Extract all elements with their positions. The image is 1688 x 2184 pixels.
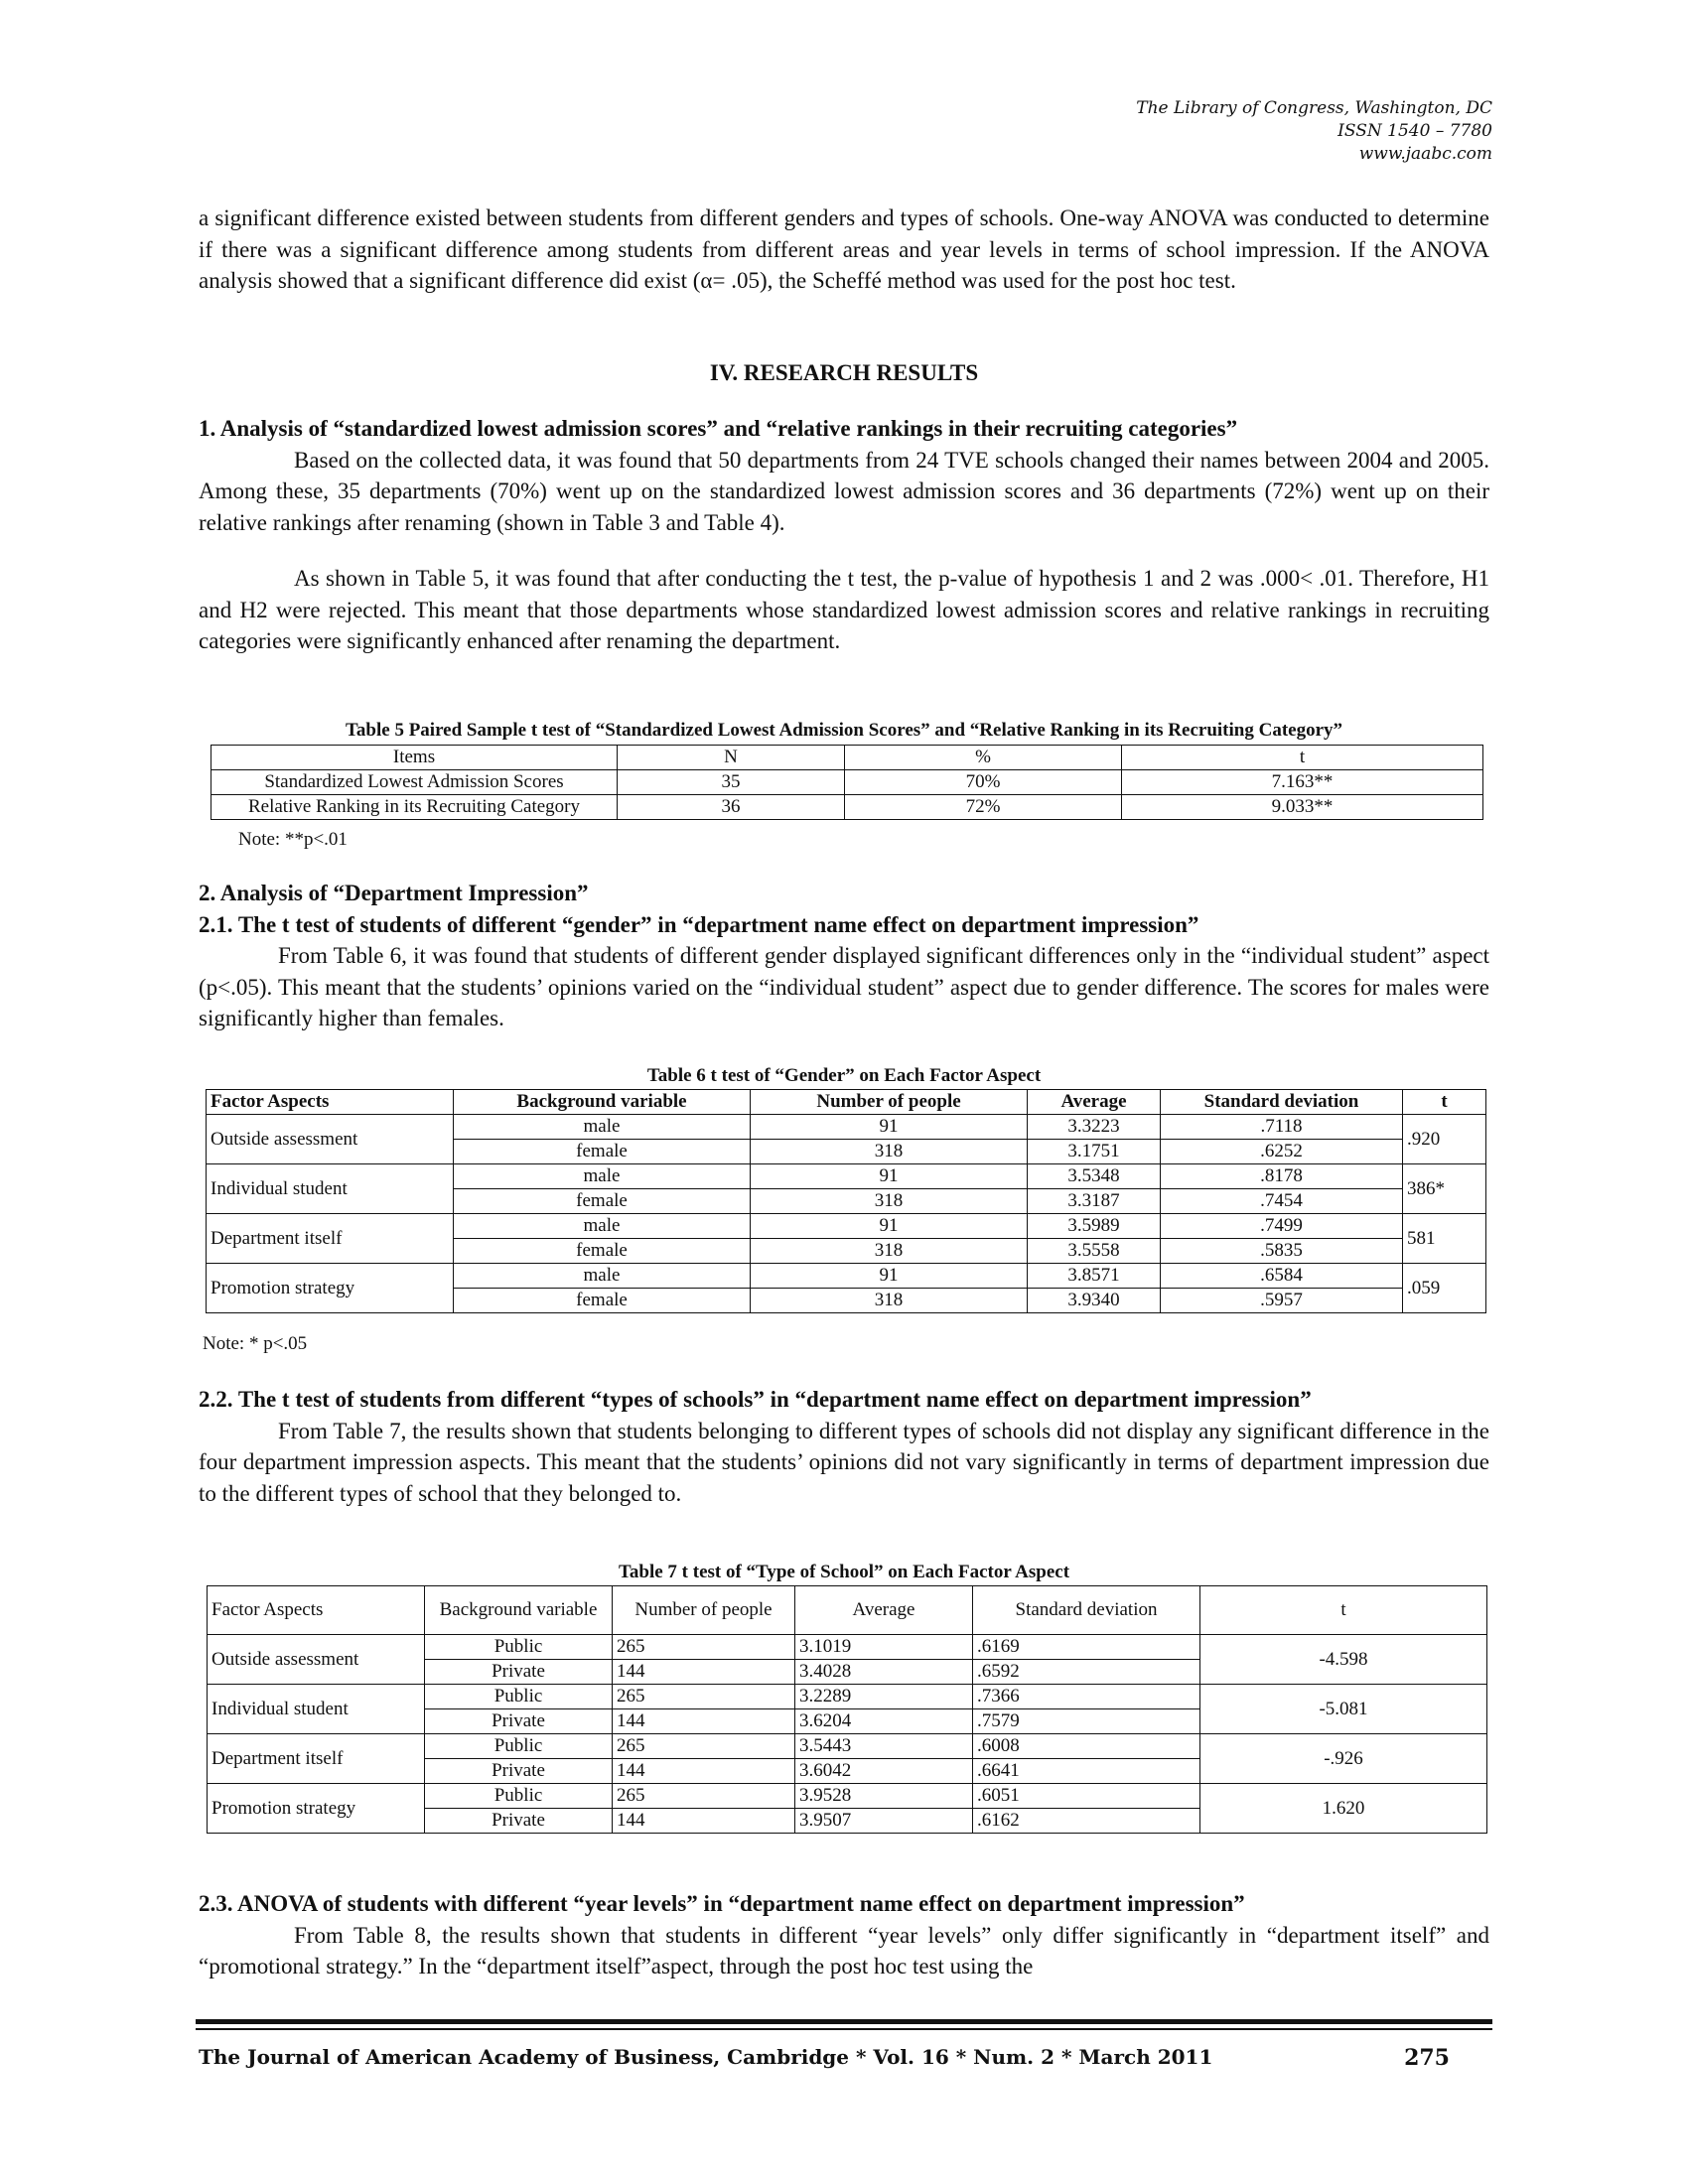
table7-cell: 3.9528	[795, 1784, 973, 1809]
table6-cell: .7118	[1161, 1115, 1403, 1140]
table6-cell: 318	[751, 1289, 1028, 1313]
table6-cell: .6252	[1161, 1140, 1403, 1164]
table5-cell: Standardized Lowest Admission Scores	[211, 770, 618, 795]
table7-t: -.926	[1200, 1734, 1487, 1784]
table7-cell: .6169	[973, 1635, 1200, 1660]
header-line-1: The Library of Congress, Washington, DC	[1136, 98, 1492, 118]
section-2-2	[199, 1384, 1489, 1509]
table5-cell: 35	[618, 770, 845, 795]
table6-cell: male	[454, 1214, 751, 1239]
table7-cell: 3.1019	[795, 1635, 973, 1660]
table6-cell: 3.8571	[1028, 1264, 1161, 1289]
table7-cell: Public	[425, 1784, 613, 1809]
table7	[207, 1585, 1487, 1834]
section-2	[199, 878, 1489, 1034]
table-row	[207, 1264, 1486, 1289]
section-1	[199, 413, 1489, 657]
header-line-3: www.jaabc.com	[1358, 144, 1492, 164]
table7-caption: Table 7 t test of “Type of School” on Each Factor Aspect	[618, 1562, 1070, 1582]
section-2-1-heading: 2.1. The t test of students of different “gender” in “department name effect on department impression”	[199, 911, 1199, 937]
section-1-paragraph-2: As shown in Table 5, it was found that after conducting the t test, the p-value of hypothesis 1 and 2 was .000< .01. Therefore, H1 and H2 were rejected. This meant that those departments whose standardized lowest admission scores and relative rankings in recruiting categories were significantly enhanced after renaming the department.	[199, 566, 1489, 653]
table6-header-cell: Average	[1028, 1090, 1161, 1115]
table6-cell: 91	[751, 1164, 1028, 1189]
table7-factor: Promotion strategy	[208, 1784, 425, 1834]
table5-header-row	[211, 746, 1483, 770]
footer-rule-thin	[196, 2028, 1492, 2030]
running-header	[1136, 97, 1492, 166]
table6-cell: 3.3187	[1028, 1189, 1161, 1214]
table7-cell: .6008	[973, 1734, 1200, 1759]
table7-cell: 3.2289	[795, 1685, 973, 1709]
table7-cell: Private	[425, 1759, 613, 1784]
table6-cell: .8178	[1161, 1164, 1403, 1189]
table6-cell: 91	[751, 1264, 1028, 1289]
table6-cell: 3.5558	[1028, 1239, 1161, 1264]
table6-cell: female	[454, 1239, 751, 1264]
header-line-2: ISSN 1540 – 7780	[1337, 121, 1492, 141]
table6-cell: female	[454, 1140, 751, 1164]
section-2-3-paragraph: From Table 8, the results shown that students in different “year levels” only differ significantly in “department itself” and “promotional strategy.” In the “department itself”aspect, through the post hoc test using the	[199, 1922, 1489, 1979]
table5-cell: 36	[618, 795, 845, 820]
table7-header-cell: Average	[795, 1586, 973, 1635]
table6-t: 386*	[1403, 1164, 1486, 1214]
table7-cell: Public	[425, 1635, 613, 1660]
table6-cell: 3.9340	[1028, 1289, 1161, 1313]
table5-cell: 7.163**	[1122, 770, 1483, 795]
table5-caption: Table 5 Paired Sample t test of “Standardized Lowest Admission Scores” and “Relative Ranking in its Recruiting Category”	[345, 720, 1343, 741]
table7-cell: Private	[425, 1660, 613, 1685]
table6-factor: Promotion strategy	[207, 1264, 454, 1313]
table6-factor: Individual student	[207, 1164, 454, 1214]
table5-note: Note: **p<.01	[238, 829, 348, 850]
table6-t: 581	[1403, 1214, 1486, 1264]
table7-header-cell: Background variable	[425, 1586, 613, 1635]
table7-cell: .6051	[973, 1784, 1200, 1809]
table7-cell: Public	[425, 1685, 613, 1709]
table6-cell: 3.3223	[1028, 1115, 1161, 1140]
table6-header-cell: Background variable	[454, 1090, 751, 1115]
table5-header-cell: N	[618, 746, 845, 770]
table-row	[208, 1784, 1487, 1809]
table5-cell: Relative Ranking in its Recruiting Category	[211, 795, 618, 820]
table7-cell: 144	[613, 1709, 795, 1734]
table-row	[208, 1635, 1487, 1660]
table6-cell: female	[454, 1289, 751, 1313]
table7-factor: Outside assessment	[208, 1635, 425, 1685]
table6	[206, 1089, 1486, 1313]
table-row	[207, 1115, 1486, 1140]
table-row	[208, 1734, 1487, 1759]
table6-header-cell: Number of people	[751, 1090, 1028, 1115]
table5-header-cell: t	[1122, 746, 1483, 770]
section-2-heading: 2. Analysis of “Department Impression”	[199, 881, 589, 905]
table6-cell: 91	[751, 1115, 1028, 1140]
table7-cell: 144	[613, 1759, 795, 1784]
table6-factor: Department itself	[207, 1214, 454, 1264]
table7-cell: Private	[425, 1709, 613, 1734]
table7-cell: Public	[425, 1734, 613, 1759]
table6-header-row	[207, 1090, 1486, 1115]
section-1-paragraph-1: Based on the collected data, it was found that 50 departments from 24 TVE schools changed their names between 2004 and 2005. Among these, 35 departments (70%) went up on the standardized lowest admission scores and 36 departments (72%) went up on their relative rankings after renaming (shown in Table 3 and Table 4).	[199, 447, 1489, 535]
table-row	[207, 1164, 1486, 1189]
table6-cell: 3.1751	[1028, 1140, 1161, 1164]
table6-cell: .5835	[1161, 1239, 1403, 1264]
table7-factor: Department itself	[208, 1734, 425, 1784]
table6-cell: male	[454, 1164, 751, 1189]
table6-t: .059	[1403, 1264, 1486, 1313]
table7-factor: Individual student	[208, 1685, 425, 1734]
section-2-1-paragraph: From Table 6, it was found that students of different gender displayed significant differences only in the “individual student” aspect (p<.05). This meant that the students’ opinions varied on the “individual student” aspect due to gender difference. The scores for males were significantly higher than females.	[199, 943, 1489, 1030]
table5-cell: 9.033**	[1122, 795, 1483, 820]
table6-cell: male	[454, 1264, 751, 1289]
section-2-3-heading: 2.3. ANOVA of students with different “year levels” in “department name effect on department impression”	[199, 1891, 1245, 1916]
table6-caption: Table 6 t test of “Gender” on Each Factor Aspect	[646, 1065, 1042, 1086]
page-footer	[199, 2045, 1450, 2069]
table6-cell: 91	[751, 1214, 1028, 1239]
table5-cell: 72%	[845, 795, 1122, 820]
table-row	[208, 1685, 1487, 1709]
table7-cell: 3.5443	[795, 1734, 973, 1759]
table7-header-cell: Standard deviation	[973, 1586, 1200, 1635]
table-row	[211, 795, 1483, 820]
table6-cell: .7454	[1161, 1189, 1403, 1214]
table7-cell: Private	[425, 1809, 613, 1834]
table6-header-cell: t	[1403, 1090, 1486, 1115]
table6-cell: 318	[751, 1189, 1028, 1214]
table7-header-row	[208, 1586, 1487, 1635]
table7-t: 1.620	[1200, 1784, 1487, 1834]
table7-cell: 3.4028	[795, 1660, 973, 1685]
table7-cell: .6162	[973, 1809, 1200, 1834]
table7-cell: 265	[613, 1635, 795, 1660]
table6-cell: male	[454, 1115, 751, 1140]
table6-factor: Outside assessment	[207, 1115, 454, 1164]
table7-cell: 144	[613, 1809, 795, 1834]
table7-cell: 265	[613, 1734, 795, 1759]
intro-paragraph: a significant difference existed between students from different genders and types of schools. One-way ANOVA was conducted to determine if there was a significant difference among students from different areas and year levels in terms of school impression. If the ANOVA analysis showed that a significant difference did exist (α= .05), the Scheffé method was used for the post hoc test.	[199, 205, 1489, 293]
table7-cell: .7366	[973, 1685, 1200, 1709]
table6-cell: .6584	[1161, 1264, 1403, 1289]
section-2-2-paragraph: From Table 7, the results shown that students belonging to different types of schools did not display any significant difference in the four department impression aspects. This meant that the students’ opinions did not vary significantly in terms of department impression due to the different types of school that they belonged to.	[199, 1418, 1489, 1506]
table7-header-cell: Factor Aspects	[208, 1586, 425, 1635]
journal-citation: The Journal of American Academy of Business, Cambridge * Vol. 16 * Num. 2 * March 2011	[199, 2045, 1213, 2069]
footer-rule-thick	[196, 2019, 1492, 2024]
table-row	[211, 770, 1483, 795]
table6-cell: 3.5989	[1028, 1214, 1161, 1239]
table5-header-cell: %	[845, 746, 1122, 770]
table6-note: Note: * p<.05	[203, 1333, 308, 1354]
table7-header-cell: t	[1200, 1586, 1487, 1635]
table7-cell: .6592	[973, 1660, 1200, 1685]
table6-t: .920	[1403, 1115, 1486, 1164]
section-1-heading: 1. Analysis of “standardized lowest admission scores” and “relative rankings in their recruiting categories”	[199, 416, 1238, 441]
table7-t: -4.598	[1200, 1635, 1487, 1685]
table6-cell: .7499	[1161, 1214, 1403, 1239]
page-number: 275	[1404, 2045, 1450, 2071]
table6-cell: .5957	[1161, 1289, 1403, 1313]
table6-header-cell: Factor Aspects	[207, 1090, 454, 1115]
section-2-3	[199, 1888, 1489, 1982]
table5	[211, 745, 1483, 820]
section-title: IV. RESEARCH RESULTS	[709, 360, 979, 385]
table6-header-cell: Standard deviation	[1161, 1090, 1403, 1115]
table6-cell: 318	[751, 1239, 1028, 1264]
table7-cell: .7579	[973, 1709, 1200, 1734]
table7-t: -5.081	[1200, 1685, 1487, 1734]
table7-cell: 265	[613, 1685, 795, 1709]
table7-header-cell: Number of people	[613, 1586, 795, 1635]
table6-cell: 3.5348	[1028, 1164, 1161, 1189]
table7-cell: 3.6042	[795, 1759, 973, 1784]
table6-cell: female	[454, 1189, 751, 1214]
table7-cell: 265	[613, 1784, 795, 1809]
intro-block	[199, 203, 1489, 297]
section-2-2-heading: 2.2. The t test of students from different “types of schools” in “department name effect on department impression”	[199, 1387, 1312, 1412]
table6-cell: 318	[751, 1140, 1028, 1164]
table7-cell: .6641	[973, 1759, 1200, 1784]
table5-header-cell: Items	[211, 746, 618, 770]
table5-cell: 70%	[845, 770, 1122, 795]
table7-cell: 3.6204	[795, 1709, 973, 1734]
table7-cell: 3.9507	[795, 1809, 973, 1834]
table7-cell: 144	[613, 1660, 795, 1685]
table-row	[207, 1214, 1486, 1239]
